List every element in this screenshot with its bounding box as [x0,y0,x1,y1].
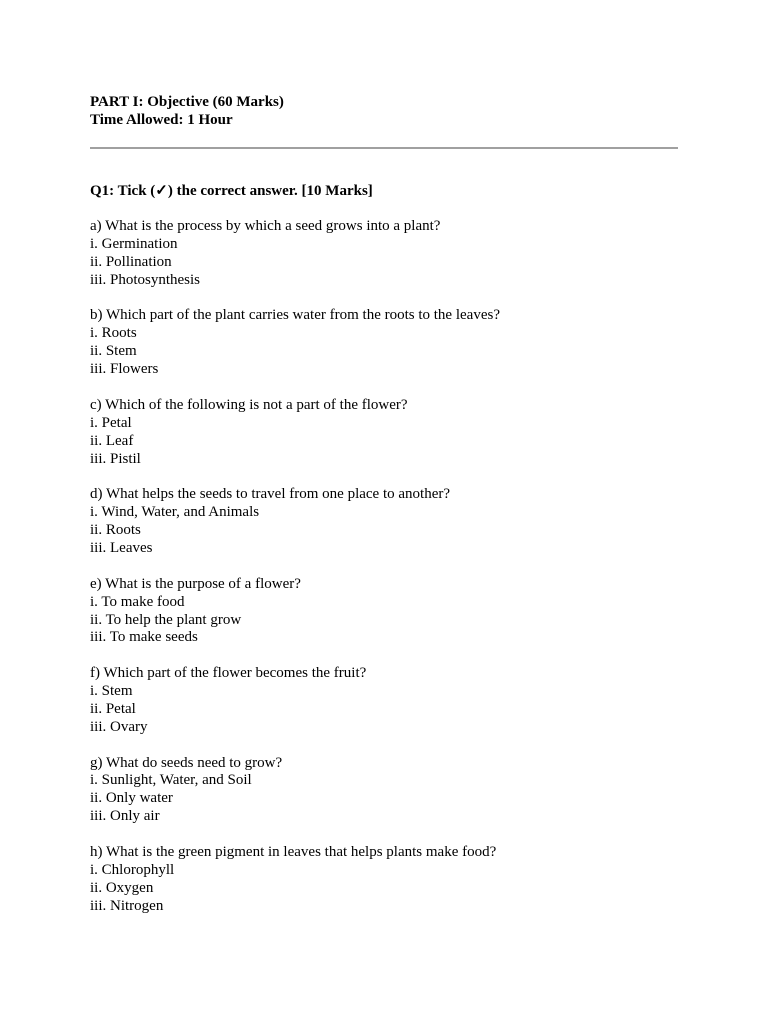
question-item [90,844,678,916]
question-text: g) What do seeds need to grow? [90,754,283,771]
question-item [90,486,678,558]
question-text: f) Which part of the flower becomes the fruit? [90,665,367,682]
answer-option: i. Wind, Water, and Animals [90,504,260,521]
answer-option: iii. Leaves [90,539,153,556]
question-text: c) Which of the following is not a part of the flower? [90,396,408,413]
answer-option: i. Sunlight, Water, and Soil [90,772,252,789]
question-text: b) Which part of the plant carries water from the roots to the leaves? [90,307,500,324]
question-text: d) What helps the seeds to travel from one place to another? [90,486,451,503]
answer-option: iii. Flowers [90,361,159,378]
question-item [90,576,678,648]
answer-option: i. Chlorophyll [90,861,175,878]
exam-header [90,93,678,129]
section-title: Q1: Tick (✓) the correct answer. [10 Marks] [90,183,373,199]
answer-option: i. To make food [90,593,185,610]
question-text: e) What is the purpose of a flower? [90,575,301,592]
answer-option: i. Germination [90,235,178,252]
question-item [90,397,678,469]
answer-option: i. Roots [90,325,137,342]
answer-option: ii. To help the plant grow [90,611,242,628]
answer-option: ii. Roots [90,522,141,539]
question-item [90,218,678,290]
question-item [90,755,678,827]
question-text: a) What is the process by which a seed grows into a plant? [90,218,441,234]
time-allowed: Time Allowed: 1 Hour [90,112,233,128]
answer-option: ii. Pollination [90,253,172,270]
header-divider [90,147,678,149]
answer-option: iii. Nitrogen [90,897,164,914]
answer-option: ii. Oxygen [90,879,154,896]
question-item [90,665,678,737]
answer-option: iii. Only air [90,808,160,825]
question-list [90,218,678,916]
answer-option: ii. Only water [90,790,173,807]
answer-option: iii. Photosynthesis [90,271,201,288]
answer-option: ii. Leaf [90,432,134,449]
part-heading: PART I: Objective (60 Marks) [90,94,284,110]
answer-option: i. Petal [90,414,132,431]
answer-option: i. Stem [90,683,133,700]
exam-page [90,93,678,933]
answer-option: iii. Ovary [90,718,148,735]
answer-option: iii. Pistil [90,450,141,467]
question-text: h) What is the green pigment in leaves that helps plants make food? [90,843,497,860]
answer-option: iii. To make seeds [90,629,198,646]
question-item [90,307,678,379]
answer-option: ii. Petal [90,700,136,717]
answer-option: ii. Stem [90,343,137,360]
